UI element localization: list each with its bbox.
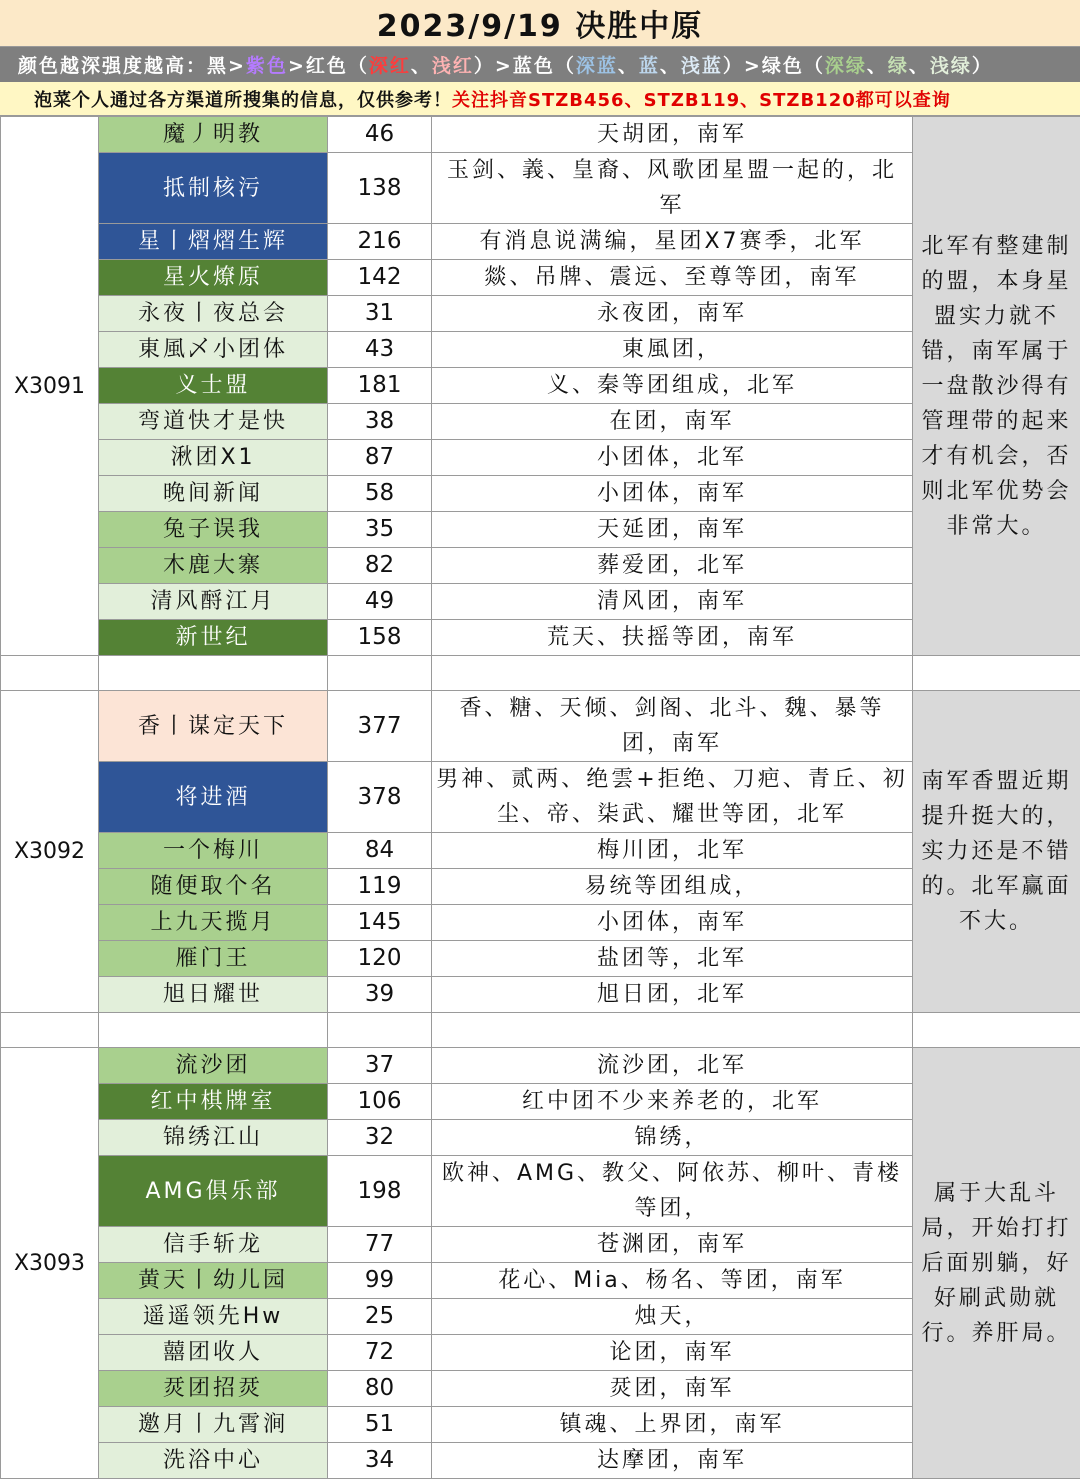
alliance-info: 小团体，南军 <box>432 905 913 941</box>
alliance-name: 永夜丨夜总会 <box>99 296 328 332</box>
alliance-info: 香、糖、天倾、剑阁、北斗、魏、暴等团，南军 <box>432 691 913 762</box>
member-count: 87 <box>328 440 432 476</box>
alliance-name: 遥遥领先Hw <box>99 1299 328 1335</box>
alliance-name: 信手斩龙 <box>99 1227 328 1263</box>
alliance-info: 易统等团组成， <box>432 869 913 905</box>
alliance-name: 流沙团 <box>99 1048 328 1084</box>
member-count: 216 <box>328 224 432 260</box>
spacer-row <box>1 1013 1080 1048</box>
server-analysis: 属于大乱斗局，开始打打后面别躺，好好刷武勋就行。养肝局。 <box>913 1048 1080 1479</box>
alliance-name: 雁门王 <box>99 941 328 977</box>
alliance-name: 星丨熠熠生辉 <box>99 224 328 260</box>
spacer-row <box>1 656 1080 691</box>
member-count: 49 <box>328 584 432 620</box>
alliance-info: 東風团， <box>432 332 913 368</box>
legend-text: ）>绿色（ <box>723 51 825 78</box>
member-count: 39 <box>328 977 432 1013</box>
member-count: 138 <box>328 153 432 224</box>
alliance-info: 小团体，南军 <box>432 476 913 512</box>
alliance-info: 天延团，南军 <box>432 512 913 548</box>
legend-text: 颜色越深强度越高：黑> <box>18 51 246 78</box>
alliance-info: 锦绣， <box>432 1120 913 1156</box>
legend-green: 绿 <box>888 51 909 78</box>
alliance-info: 义、秦等团组成，北军 <box>432 368 913 404</box>
member-count: 34 <box>328 1443 432 1479</box>
alliance-name: 随便取个名 <box>99 869 328 905</box>
alliance-name: 弯道快才是快 <box>99 404 328 440</box>
notice-text: 泡菜个人通过各方渠道所搜集的信息，仅供参考！ <box>34 86 452 112</box>
server-analysis: 北军有整建制的盟，本身星盟实力就不错，南军属于一盘散沙得有管理带的起来才有机会，否则北军优势会非常大。 <box>913 117 1080 656</box>
alliance-name: 锦绣江山 <box>99 1120 328 1156</box>
alliance-name: 洗浴中心 <box>99 1443 328 1479</box>
empty-cell <box>1 1013 99 1048</box>
member-count: 99 <box>328 1263 432 1299</box>
table-row <box>1 117 1080 153</box>
member-count: 51 <box>328 1407 432 1443</box>
alliance-info: 荒天、扶摇等团，南军 <box>432 620 913 656</box>
alliance-info: 烎团，南军 <box>432 1371 913 1407</box>
table-row <box>1 691 1080 762</box>
empty-cell <box>328 656 432 691</box>
legend-deep-blue: 深蓝 <box>576 51 618 78</box>
alliance-info: 苍渊团，南军 <box>432 1227 913 1263</box>
legend-text: ）>蓝色（ <box>474 51 576 78</box>
alliance-name: 黄天丨幼儿园 <box>99 1263 328 1299</box>
alliance-name: 囍团收人 <box>99 1335 328 1371</box>
member-count: 32 <box>328 1120 432 1156</box>
member-count: 378 <box>328 762 432 833</box>
alliance-name: 東風乄小团体 <box>99 332 328 368</box>
alliance-name: 上九天揽月 <box>99 905 328 941</box>
empty-cell <box>328 1013 432 1048</box>
alliance-info: 清风团，南军 <box>432 584 913 620</box>
alliance-name: 兔子误我 <box>99 512 328 548</box>
member-count: 377 <box>328 691 432 762</box>
member-count: 38 <box>328 404 432 440</box>
member-count: 119 <box>328 869 432 905</box>
alliance-name: 义士盟 <box>99 368 328 404</box>
member-count: 31 <box>328 296 432 332</box>
alliance-name: 清风酹江月 <box>99 584 328 620</box>
empty-cell <box>99 1013 328 1048</box>
alliance-info: 小团体，北军 <box>432 440 913 476</box>
member-count: 158 <box>328 620 432 656</box>
alliance-name: 魔丿明教 <box>99 117 328 153</box>
member-count: 72 <box>328 1335 432 1371</box>
alliance-info: 镇魂、上界团，南军 <box>432 1407 913 1443</box>
member-count: 142 <box>328 260 432 296</box>
member-count: 77 <box>328 1227 432 1263</box>
alliance-name: 邀月丨九霄涧 <box>99 1407 328 1443</box>
alliance-info: 盐团等，北军 <box>432 941 913 977</box>
member-count: 84 <box>328 833 432 869</box>
legend-light-green: 浅绿 <box>930 51 972 78</box>
alliance-name: 香丨谋定天下 <box>99 691 328 762</box>
member-count: 82 <box>328 548 432 584</box>
alliance-info: 烛天， <box>432 1299 913 1335</box>
notice-banner <box>0 82 1080 116</box>
table-row <box>1 1048 1080 1084</box>
legend-blue: 蓝 <box>639 51 660 78</box>
member-count: 106 <box>328 1084 432 1120</box>
legend-light-blue: 浅蓝 <box>681 51 723 78</box>
legend-sep: 、 <box>618 51 639 78</box>
alliance-table <box>0 116 1080 1479</box>
empty-cell <box>432 1013 913 1048</box>
member-count: 35 <box>328 512 432 548</box>
alliance-info: 欧神、AMG、教父、阿依苏、柳叶、青楼等团， <box>432 1156 913 1227</box>
server-id: X3092 <box>1 691 99 1013</box>
member-count: 80 <box>328 1371 432 1407</box>
alliance-name: 抵制核污 <box>99 153 328 224</box>
alliance-name: 星火燎原 <box>99 260 328 296</box>
alliance-name: 湫团X1 <box>99 440 328 476</box>
notice-highlight: 关注抖音STZB456、STZB119、STZB120都可以查询 <box>452 86 951 112</box>
alliance-info: 论团，南军 <box>432 1335 913 1371</box>
alliance-name: 晚间新闻 <box>99 476 328 512</box>
alliance-info: 达摩团，南军 <box>432 1443 913 1479</box>
member-count: 37 <box>328 1048 432 1084</box>
server-analysis: 南军香盟近期提升挺大的，实力还是不错的。北军赢面不大。 <box>913 691 1080 1013</box>
alliance-name: 一个梅川 <box>99 833 328 869</box>
alliance-name: AMG俱乐部 <box>99 1156 328 1227</box>
alliance-info: 男神、贰两、绝雲+拒绝、刀疤、青丘、初尘、帝、柒武、耀世等团，北军 <box>432 762 913 833</box>
member-count: 58 <box>328 476 432 512</box>
legend-sep: 、 <box>867 51 888 78</box>
legend-sep: 、 <box>660 51 681 78</box>
legend-text: >红色（ <box>288 51 369 78</box>
alliance-info: 旭日团，北军 <box>432 977 913 1013</box>
alliance-info: 天胡团，南军 <box>432 117 913 153</box>
member-count: 43 <box>328 332 432 368</box>
server-id: X3091 <box>1 117 99 656</box>
member-count: 120 <box>328 941 432 977</box>
alliance-info: 在团，南军 <box>432 404 913 440</box>
page-title: 2023/9/19 决胜中原 <box>0 0 1080 47</box>
alliance-info: 葬爱团，北军 <box>432 548 913 584</box>
legend-sep: 、 <box>411 51 432 78</box>
alliance-info: 燚、吊牌、震远、至尊等团，南军 <box>432 260 913 296</box>
alliance-name: 木鹿大寨 <box>99 548 328 584</box>
legend-deep-green: 深绿 <box>825 51 867 78</box>
member-count: 145 <box>328 905 432 941</box>
empty-cell <box>99 656 328 691</box>
empty-cell <box>1 656 99 691</box>
legend-text: ） <box>972 51 993 78</box>
legend-light-red: 浅红 <box>432 51 474 78</box>
member-count: 46 <box>328 117 432 153</box>
member-count: 181 <box>328 368 432 404</box>
alliance-info: 花心、Mia、杨名、等团，南军 <box>432 1263 913 1299</box>
alliance-info: 有消息说满编，星团X7赛季，北军 <box>432 224 913 260</box>
member-count: 198 <box>328 1156 432 1227</box>
alliance-info: 流沙团，北军 <box>432 1048 913 1084</box>
member-count: 25 <box>328 1299 432 1335</box>
server-id: X3093 <box>1 1048 99 1479</box>
color-legend <box>0 47 1080 82</box>
legend-purple: 紫色 <box>246 51 288 78</box>
legend-deep-red: 深红 <box>369 51 411 78</box>
alliance-name: 将进酒 <box>99 762 328 833</box>
alliance-name: 新世纪 <box>99 620 328 656</box>
alliance-name: 烎团招烎 <box>99 1371 328 1407</box>
legend-sep: 、 <box>909 51 930 78</box>
alliance-name: 红中棋牌室 <box>99 1084 328 1120</box>
alliance-info: 红中团不少来养老的，北军 <box>432 1084 913 1120</box>
alliance-name: 旭日耀世 <box>99 977 328 1013</box>
alliance-info: 梅川团，北军 <box>432 833 913 869</box>
empty-cell <box>913 1013 1080 1048</box>
empty-cell <box>432 656 913 691</box>
alliance-info: 永夜团，南军 <box>432 296 913 332</box>
empty-cell <box>913 656 1080 691</box>
alliance-info: 玉剑、義、皇裔、风歌团星盟一起的，北军 <box>432 153 913 224</box>
